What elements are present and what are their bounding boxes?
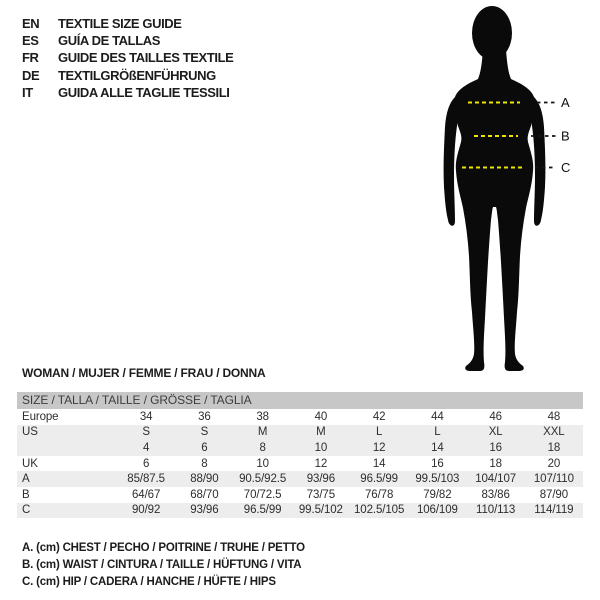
table-cell: 93/96 [306,473,336,486]
language-code: FR [22,50,39,66]
table-cell: 16 [431,457,444,470]
silhouette-right-arm [531,97,545,226]
row-label: UK [22,457,38,470]
table-cell: L [375,426,383,439]
row-label: A [22,473,30,486]
table-cell: 114/119 [534,504,574,517]
table-row [17,440,583,456]
table-cell: XL [488,426,503,439]
table-cell: 8 [259,441,266,454]
table-cell: S [200,426,209,439]
language-code: EN [22,16,40,32]
table-cell: 104/107 [475,473,517,486]
table-cell: 102.5/105 [353,504,405,517]
table-cell: S [142,426,150,439]
table-cell: 36 [198,410,211,423]
table-cell: 16 [489,441,502,454]
table-cell: 64/67 [131,488,161,501]
language-row [22,32,233,49]
table-row [17,487,583,503]
table-cell: 18 [489,457,502,470]
table-cell: 40 [314,410,328,423]
language-label: GUÍA DE TALLAS [58,33,161,49]
table-cell: 85/87.5 [127,473,165,486]
legend-row: B. (cm) WAIST / CINTURA / TAILLE / HÜFTUNG / VITA [22,558,302,571]
table-row [17,503,583,519]
table-cell: 93/96 [190,504,219,517]
table-cell: 90/92 [131,504,161,517]
table-cell: 96.5/99 [243,504,282,517]
table-cell: 10 [314,441,328,454]
silhouette-body [454,50,535,371]
table-cell: 83/86 [481,488,510,501]
table-cell: 6 [201,441,208,454]
language-row [22,49,233,66]
size-guide-figure [415,0,600,378]
legend-row: A. (cm) CHEST / PECHO / POITRINE / TRUHE / PETTO [22,541,305,554]
language-label: GUIDE DES TAILLES TEXTILE [58,50,234,66]
size-table-header: SIZE / TALLA / TAILLE / GRÖSSE / TAGLIA [17,392,583,409]
table-cell: 38 [256,410,269,423]
table-cell: 106/109 [416,504,458,517]
table-cell: 8 [201,457,208,470]
table-cell: 20 [547,457,561,470]
table-cell: 70/72.5 [243,488,282,501]
size-table [17,392,583,518]
table-cell: 4 [142,441,150,454]
table-cell: XXL [543,426,565,439]
measurement-legend [22,539,305,591]
language-code: DE [22,67,40,83]
waist-measure-label: B [561,128,570,144]
language-code: ES [22,33,39,49]
language-row [22,84,233,101]
table-row [17,456,583,472]
table-cell: M [316,426,326,439]
table-cell: 79/82 [423,488,452,501]
row-label: Europe [22,410,59,423]
table-cell: 68/70 [190,488,219,501]
row-label: C [22,504,31,517]
silhouette-left-arm [444,97,458,226]
hip-measure-label: C [561,160,571,175]
table-cell: 14 [431,441,444,454]
language-code: IT [22,84,33,100]
table-cell: 12 [372,441,386,454]
table-cell: 96.5/99 [360,473,398,486]
table-cell: M [257,426,268,439]
table-cell: 44 [431,410,444,423]
language-row [22,15,233,32]
size-table-body [17,409,583,518]
language-list [22,15,233,101]
language-label: GUIDA ALLE TAGLIE TESSILI [58,84,230,100]
table-cell: 99.5/102 [298,504,343,517]
table-cell: 110/113 [476,504,516,517]
table-cell: 34 [139,410,153,423]
table-cell: 48 [547,410,561,423]
table-cell: 76/78 [364,488,394,501]
table-row [17,471,583,487]
language-label: TEXTILE SIZE GUIDE [58,16,182,32]
woman-silhouette [415,0,600,378]
table-cell: 90.5/92.5 [239,473,287,486]
row-label: B [22,488,30,501]
table-cell: 107/110 [533,473,574,486]
table-cell: 73/75 [306,488,336,501]
table-cell: 87/90 [539,488,569,501]
table-title: WOMAN / MUJER / FEMME / FRAU / DONNA [22,366,266,380]
row-label: US [22,426,38,439]
table-row [17,409,583,425]
table-cell: 10 [256,457,269,470]
table-cell: L [434,426,441,439]
table-cell: 6 [142,457,150,470]
table-cell: 88/90 [190,473,219,486]
language-label: TEXTILGRÖßENFÜHRUNG [58,67,216,83]
table-cell: 46 [489,410,502,423]
table-cell: 42 [372,410,386,423]
table-cell: 99.5/103 [415,473,460,486]
table-cell: 18 [547,441,561,454]
table-row [17,425,583,441]
chest-measure-label: A [561,95,570,110]
legend-row: C. (cm) HIP / CADERA / HANCHE / HÜFTE / HIPS [22,576,276,589]
language-row [22,67,233,84]
table-cell: 14 [372,457,386,470]
table-cell: 12 [314,457,328,470]
